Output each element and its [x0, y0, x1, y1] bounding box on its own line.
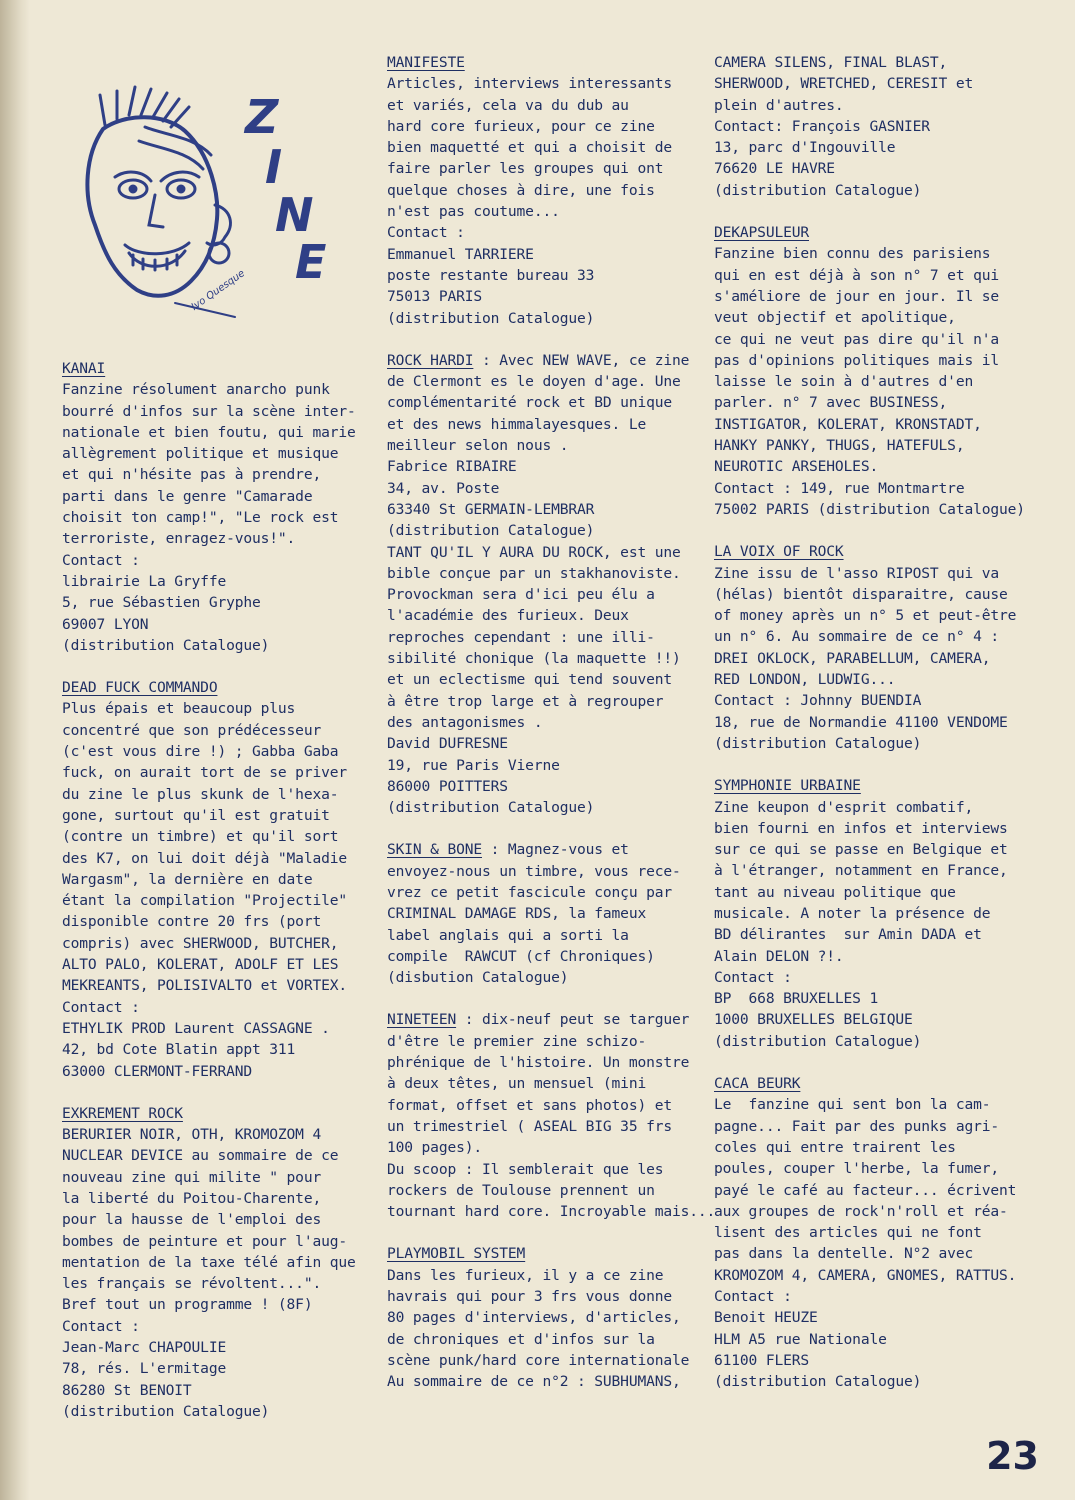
review-text-line: lisent des articles qui ne font [714, 1224, 982, 1242]
review-text-line: sibilité chonique (la maquette !!) [387, 650, 681, 668]
review-text-line: quelque choses à dire, une fois [387, 181, 655, 199]
review-text-line: étant la compilation "Projectile" [62, 892, 347, 910]
review-text-line: BD délirantes sur Amin DADA et [714, 926, 982, 944]
review-text-line: Contact : [714, 1288, 792, 1306]
review-text-line: 19, rue Paris Vierne [387, 756, 560, 774]
review-text-line: (distribution Catalogue) [387, 522, 595, 540]
zine-review [714, 775, 1036, 1052]
review-text-line: KROMOZOM 4, CAMERA, GNOMES, RATTUS. [714, 1266, 1017, 1284]
review-text-line: mentation de la taxe télé afin que [62, 1253, 356, 1271]
review-lead-text: : Avec NEW WAVE, ce zine [473, 351, 690, 369]
review-text-line: 1000 BRUXELLES BELGIQUE [714, 1011, 913, 1029]
review-text-line: allègrement politique et musique [62, 445, 339, 463]
zine-review [714, 52, 1036, 201]
review-text-line: Benoit HEUZE [714, 1309, 818, 1327]
review-text-line: Au sommaire de ce n°2 : SUBHUMANS, [387, 1373, 681, 1391]
review-text-line: coles qui entre trairent les [714, 1138, 956, 1156]
review-text-line: bourré d'infos sur la scène inter- [62, 402, 356, 420]
review-text-line: pagne... Fait par des punks agri- [714, 1117, 999, 1135]
page-gutter-shadow [0, 0, 30, 1500]
review-text-line: CAMERA SILENS, FINAL BLAST, [714, 54, 948, 71]
review-text-line: aux groupes de rock'n'roll et réa- [714, 1202, 1008, 1220]
review-text-line: hard core furieux, pour ce zine [387, 117, 655, 135]
column-right [714, 52, 1036, 1414]
zine-title: CACA BEURK [714, 1075, 801, 1093]
review-text-line: la liberté du Poitou-Charente, [62, 1189, 322, 1207]
review-text-line: (contre un timbre) et qu'il sort [62, 828, 339, 846]
zine-logo [75, 85, 345, 335]
review-text-line: (distribution Catalogue) [62, 1402, 270, 1420]
review-text-line: NEUROTIC ARSEHOLES. [714, 458, 879, 476]
review-text-line: et qui n'hésite pas à prendre, [62, 466, 322, 484]
review-text-line: disponible contre 20 frs (port [62, 913, 322, 931]
review-text-line: scène punk/hard core internationale [387, 1351, 690, 1369]
review-text-line: Contact : [62, 1317, 140, 1335]
zine-title: EXKREMENT ROCK [62, 1104, 183, 1122]
review-text-line: du zine le plus skunk de l'hexa- [62, 785, 339, 803]
review-heading-line [714, 775, 1036, 796]
review-text-line: bombes de peinture et pour l'aug- [62, 1232, 347, 1250]
review-text-line: tant au niveau politique que [714, 883, 956, 901]
review-text-line: sur ce qui se passe en Belgique et [714, 841, 1008, 859]
review-text-line: rockers de Toulouse prennent un [387, 1181, 655, 1199]
review-text-line: DREI OKLOCK, PARABELLUM, CAMERA, [714, 649, 991, 667]
review-text-line: 75002 PARIS (distribution Catalogue) [714, 500, 1025, 518]
review-text-line: 69007 LYON [62, 615, 149, 633]
zine-review [714, 541, 1036, 754]
review-text-line: nationale et bien foutu, qui marie [62, 423, 356, 441]
review-text-line: compris) avec SHERWOOD, BUTCHER, [62, 934, 339, 952]
column-left [62, 358, 357, 1443]
review-text-line: fuck, on aurait tort de se priver [62, 764, 347, 782]
review-text-line: 86280 St BENOIT [62, 1381, 192, 1399]
review-text-line: (distribution Catalogue) [714, 1373, 922, 1391]
zine-title: LA VOIX OF ROCK [714, 543, 844, 561]
review-text-line: des antagonismes . [387, 713, 543, 731]
review-text-line: Fabrice RIBAIRE [387, 458, 517, 476]
review-text-line: (distribution Catalogue) [714, 181, 922, 199]
zine-review [62, 358, 357, 656]
review-text-line: (distribution Catalogue) [387, 799, 595, 817]
review-heading-line [714, 222, 1036, 243]
review-text-line: d'être le premier zine schizo- [387, 1032, 647, 1050]
review-text-line: complémentarité rock et BD unique [387, 394, 672, 412]
review-lead-text: : dix-neuf peut se targuer [456, 1011, 690, 1029]
review-heading-line [62, 677, 357, 698]
review-text-line: HLM A5 rue Nationale [714, 1330, 887, 1348]
review-text-line: Provockman sera d'ici peu élu a [387, 586, 655, 604]
review-text-line: SHERWOOD, WRETCHED, CERESIT et [714, 75, 974, 93]
zine-title: KANAI [62, 360, 106, 377]
review-text-line: plein d'autres. [714, 96, 844, 114]
review-text-line: NUCLEAR DEVICE au sommaire de ce [62, 1147, 339, 1165]
zine-title: SYMPHONIE URBAINE [714, 777, 861, 795]
logo-letter-n: N [275, 188, 314, 242]
review-text-line: Plus épais et beaucoup plus [62, 700, 296, 718]
zine-title: DEAD FUCK COMMANDO [62, 679, 218, 697]
review-text-line: un n° 6. Au sommaire de ce n° 4 : [714, 628, 999, 646]
zine-review [62, 1103, 357, 1422]
zine-title: SKIN & BONE [387, 841, 482, 859]
review-text-line: ALTO PALO, KOLERAT, ADOLF ET LES [62, 956, 339, 974]
review-text-line: format, offset et sans photos) et [387, 1096, 672, 1114]
review-text-line: Fanzine résolument anarcho punk [62, 381, 330, 399]
review-text-line: et un eclectisme qui tend souvent [387, 671, 672, 689]
review-heading-line [62, 1103, 357, 1124]
review-text-line: pas dans la dentelle. N°2 avec [714, 1245, 974, 1263]
review-text-line: 100 pages). [387, 1139, 482, 1157]
review-text-line: Emmanuel TARRIERE [387, 245, 534, 263]
review-text-line: David DUFRESNE [387, 735, 508, 753]
review-text-line: concentré que son prédécesseur [62, 721, 322, 739]
page-number: 23 [986, 1434, 1039, 1478]
review-lead-text: : Magnez-vous et [482, 841, 629, 859]
review-text-line: 86000 POITTERS [387, 777, 508, 795]
review-text-line: Wargasm", la dernière en date [62, 870, 313, 888]
review-text-line: RED LONDON, LUDWIG... [714, 671, 896, 689]
review-text-line: s'améliore de jour en jour. Il se [714, 287, 999, 305]
review-text-line: havrais qui pour 3 frs vous donne [387, 1288, 672, 1306]
review-text-line: pour la hausse de l'emploi des [62, 1211, 322, 1229]
review-text-line: 13, parc d'Ingouville [714, 139, 896, 157]
review-text-line: TANT QU'IL Y AURA DU ROCK, est une [387, 543, 681, 561]
review-text-line: 18, rue de Normandie 41100 VENDOME [714, 713, 1008, 731]
review-text-line: (distribution Catalogue) [387, 309, 595, 327]
review-text-line: 63000 CLERMONT-FERRAND [62, 1062, 252, 1080]
review-text-line: (distribution Catalogue) [714, 734, 922, 752]
review-text-line: un trimestriel ( ASEAL BIG 35 frs [387, 1117, 672, 1135]
review-heading-line [387, 1243, 707, 1264]
review-text-line: HANKY PANKY, THUGS, HATEFULS, [714, 437, 965, 455]
review-heading-line [714, 541, 1036, 562]
review-text-line: l'académie des furieux. Deux [387, 607, 629, 625]
review-text-line: 80 pages d'interviews, d'articles, [387, 1309, 681, 1327]
review-heading-line [387, 1009, 707, 1030]
review-text-line: 61100 FLERS [714, 1351, 809, 1369]
review-text-line: de Clermont es le doyen d'age. Une [387, 373, 681, 391]
review-text-line: et des news himmalayesques. Le [387, 415, 647, 433]
review-text-line: 34, av. Poste [387, 479, 500, 497]
zine-title: MANIFESTE [387, 54, 465, 71]
review-text-line: des K7, on lui doit déjà "Maladie [62, 849, 347, 867]
review-text-line: parti dans le genre "Camarade [62, 487, 313, 505]
review-text-line: Articles, interviews interessants [387, 75, 672, 93]
review-text-line: bible conçue par un stakhanoviste. [387, 564, 681, 582]
review-text-line: of money après un n° 5 et peut-être [714, 607, 1017, 625]
artist-signature: Ivo Quesque [189, 268, 248, 313]
review-text-line: 76620 LE HAVRE [714, 160, 835, 178]
review-text-line: BP 668 BRUXELLES 1 [714, 990, 879, 1008]
review-text-line: Zine keupon d'esprit combatif, [714, 798, 974, 816]
review-text-line: pas d'opinions politiques mais il [714, 351, 999, 369]
review-text-line: Bref tout un programme ! (8F) [62, 1296, 313, 1314]
review-text-line: Contact : [387, 224, 465, 242]
review-text-line: vrez ce petit fascicule conçu par [387, 883, 672, 901]
review-text-line: (c'est vous dire !) ; Gabba Gaba [62, 743, 339, 761]
review-text-line: terroriste, enragez-vous!". [62, 530, 296, 548]
review-heading-line [62, 358, 357, 379]
column-middle [387, 52, 716, 1414]
zine-review [714, 222, 1036, 520]
review-text-line: (disbution Catalogue) [387, 969, 569, 987]
review-text-line: Contact : [714, 968, 792, 986]
review-text-line: phrénique de l'histoire. Un monstre [387, 1054, 690, 1072]
review-text-line: Contact : Johnny BUENDIA [714, 692, 922, 710]
review-text-line: veut objectif et apolitique, [714, 309, 956, 327]
review-text-line: choisit ton camp!", "Le rock est [62, 509, 339, 527]
review-text-line: Zine issu de l'asso RIPOST qui va [714, 564, 999, 582]
review-text-line: ce qui ne veut pas dire qu'il n'a [714, 330, 999, 348]
zine-review [62, 677, 357, 1082]
review-text-line: label anglais qui a sorti la [387, 926, 629, 944]
review-text-line: BERURIER NOIR, OTH, KROMOZOM 4 [62, 1126, 322, 1144]
zine-review [387, 1009, 716, 1222]
review-text-line: 78, rés. L'ermitage [62, 1360, 227, 1378]
review-text-line: à l'étranger, notamment en France, [714, 862, 1008, 880]
review-text-line: 42, bd Cote Blatin appt 311 [62, 1041, 296, 1059]
review-text-line: Le fanzine qui sent bon la cam- [714, 1096, 991, 1114]
zine-title: ROCK HARDI [387, 351, 474, 369]
review-text-line: Contact : 149, rue Montmartre [714, 479, 965, 497]
review-text-line: Contact : [62, 551, 140, 569]
review-text-line: les français se révoltent...". [62, 1275, 322, 1293]
review-text-line: meilleur selon nous . [387, 437, 569, 455]
review-text-line: 5, rue Sébastien Gryphe [62, 594, 261, 612]
review-heading-line [387, 839, 707, 860]
zine-review [387, 839, 707, 988]
review-text-line: qui en est déjà à son n° 7 et qui [714, 266, 999, 284]
review-text-line: (hélas) bientôt disparaitre, cause [714, 585, 1008, 603]
review-text-line: Alain DELON ?!. [714, 947, 844, 965]
review-text-line: nouveau zine qui milite " pour [62, 1168, 322, 1186]
zine-title: NINETEEN [387, 1011, 457, 1029]
logo-letter-z: Z [245, 90, 279, 144]
review-text-line: laisse le soin à d'autres d'en [714, 373, 974, 391]
review-text-line: Jean-Marc CHAPOULIE [62, 1339, 227, 1357]
review-text-line: 63340 St GERMAIN-LEMBRAR [387, 500, 595, 518]
review-text-line: 75013 PARIS [387, 288, 482, 306]
review-text-line: parler. n° 7 avec BUSINESS, [714, 394, 948, 412]
review-text-line: ETHYLIK PROD Laurent CASSAGNE . [62, 1019, 330, 1037]
review-text-line: musicale. A noter la présence de [714, 904, 991, 922]
review-text-line: Du scoop : Il semblerait que les [387, 1160, 664, 1178]
review-text-line: n'est pas coutume... [387, 203, 560, 221]
review-text-line: compile RAWCUT (cf Chroniques) [387, 947, 655, 965]
review-text-line: poules, couper l'herbe, la fumer, [714, 1160, 999, 1178]
review-text-line: de chroniques et d'infos sur la [387, 1330, 655, 1348]
review-text-line: tournant hard core. Incroyable mais... [387, 1203, 716, 1221]
review-text-line: MEKREANTS, POLISIVALTO et VORTEX. [62, 977, 347, 995]
zine-title: DEKAPSULEUR [714, 224, 809, 242]
review-text-line: reproches cependant : une illi- [387, 628, 655, 646]
zine-review [714, 1073, 1036, 1392]
review-text-line: (distribution Catalogue) [62, 636, 270, 654]
review-text-line: payé le café au facteur... écrivent [714, 1181, 1017, 1199]
review-text-line: à être trop large et à regrouper [387, 692, 664, 710]
review-text-line: librairie La Gryffe [62, 572, 227, 590]
review-heading-line [714, 1073, 1036, 1094]
logo-letter-e: E [295, 235, 327, 289]
review-text-line: bien fourni en infos et interviews [714, 819, 1008, 837]
zine-review [387, 1243, 707, 1392]
review-text-line: bien maquetté et qui a choisit de [387, 139, 672, 157]
zine-title: PLAYMOBIL SYSTEM [387, 1245, 526, 1263]
review-text-line: Dans les furieux, il y a ce zine [387, 1266, 664, 1284]
review-text-line: Contact: François GASNIER [714, 117, 930, 135]
review-text-line: CRIMINAL DAMAGE RDS, la fameux [387, 905, 647, 923]
review-text-line: et variés, cela va du dub au [387, 96, 629, 114]
review-text-line: envoyez-nous un timbre, vous rece- [387, 862, 681, 880]
zine-review [387, 52, 707, 329]
review-text-line: à deux têtes, un mensuel (mini [387, 1075, 647, 1093]
punk-face-illustration [75, 85, 255, 335]
review-text-line: poste restante bureau 33 [387, 266, 595, 284]
review-text-line: Fanzine bien connu des parisiens [714, 245, 991, 263]
review-text-line: Contact : [62, 998, 140, 1016]
logo-letter-i: I [265, 140, 283, 194]
review-text-line: faire parler les groupes qui ont [387, 160, 664, 178]
zine-review [387, 350, 707, 819]
review-heading-line [387, 52, 707, 73]
review-text-line: gone, surtout qu'il est gratuit [62, 806, 330, 824]
review-heading-line [387, 350, 707, 371]
review-text-line: INSTIGATOR, KOLERAT, KRONSTADT, [714, 415, 982, 433]
review-text-line: (distribution Catalogue) [714, 1032, 922, 1050]
